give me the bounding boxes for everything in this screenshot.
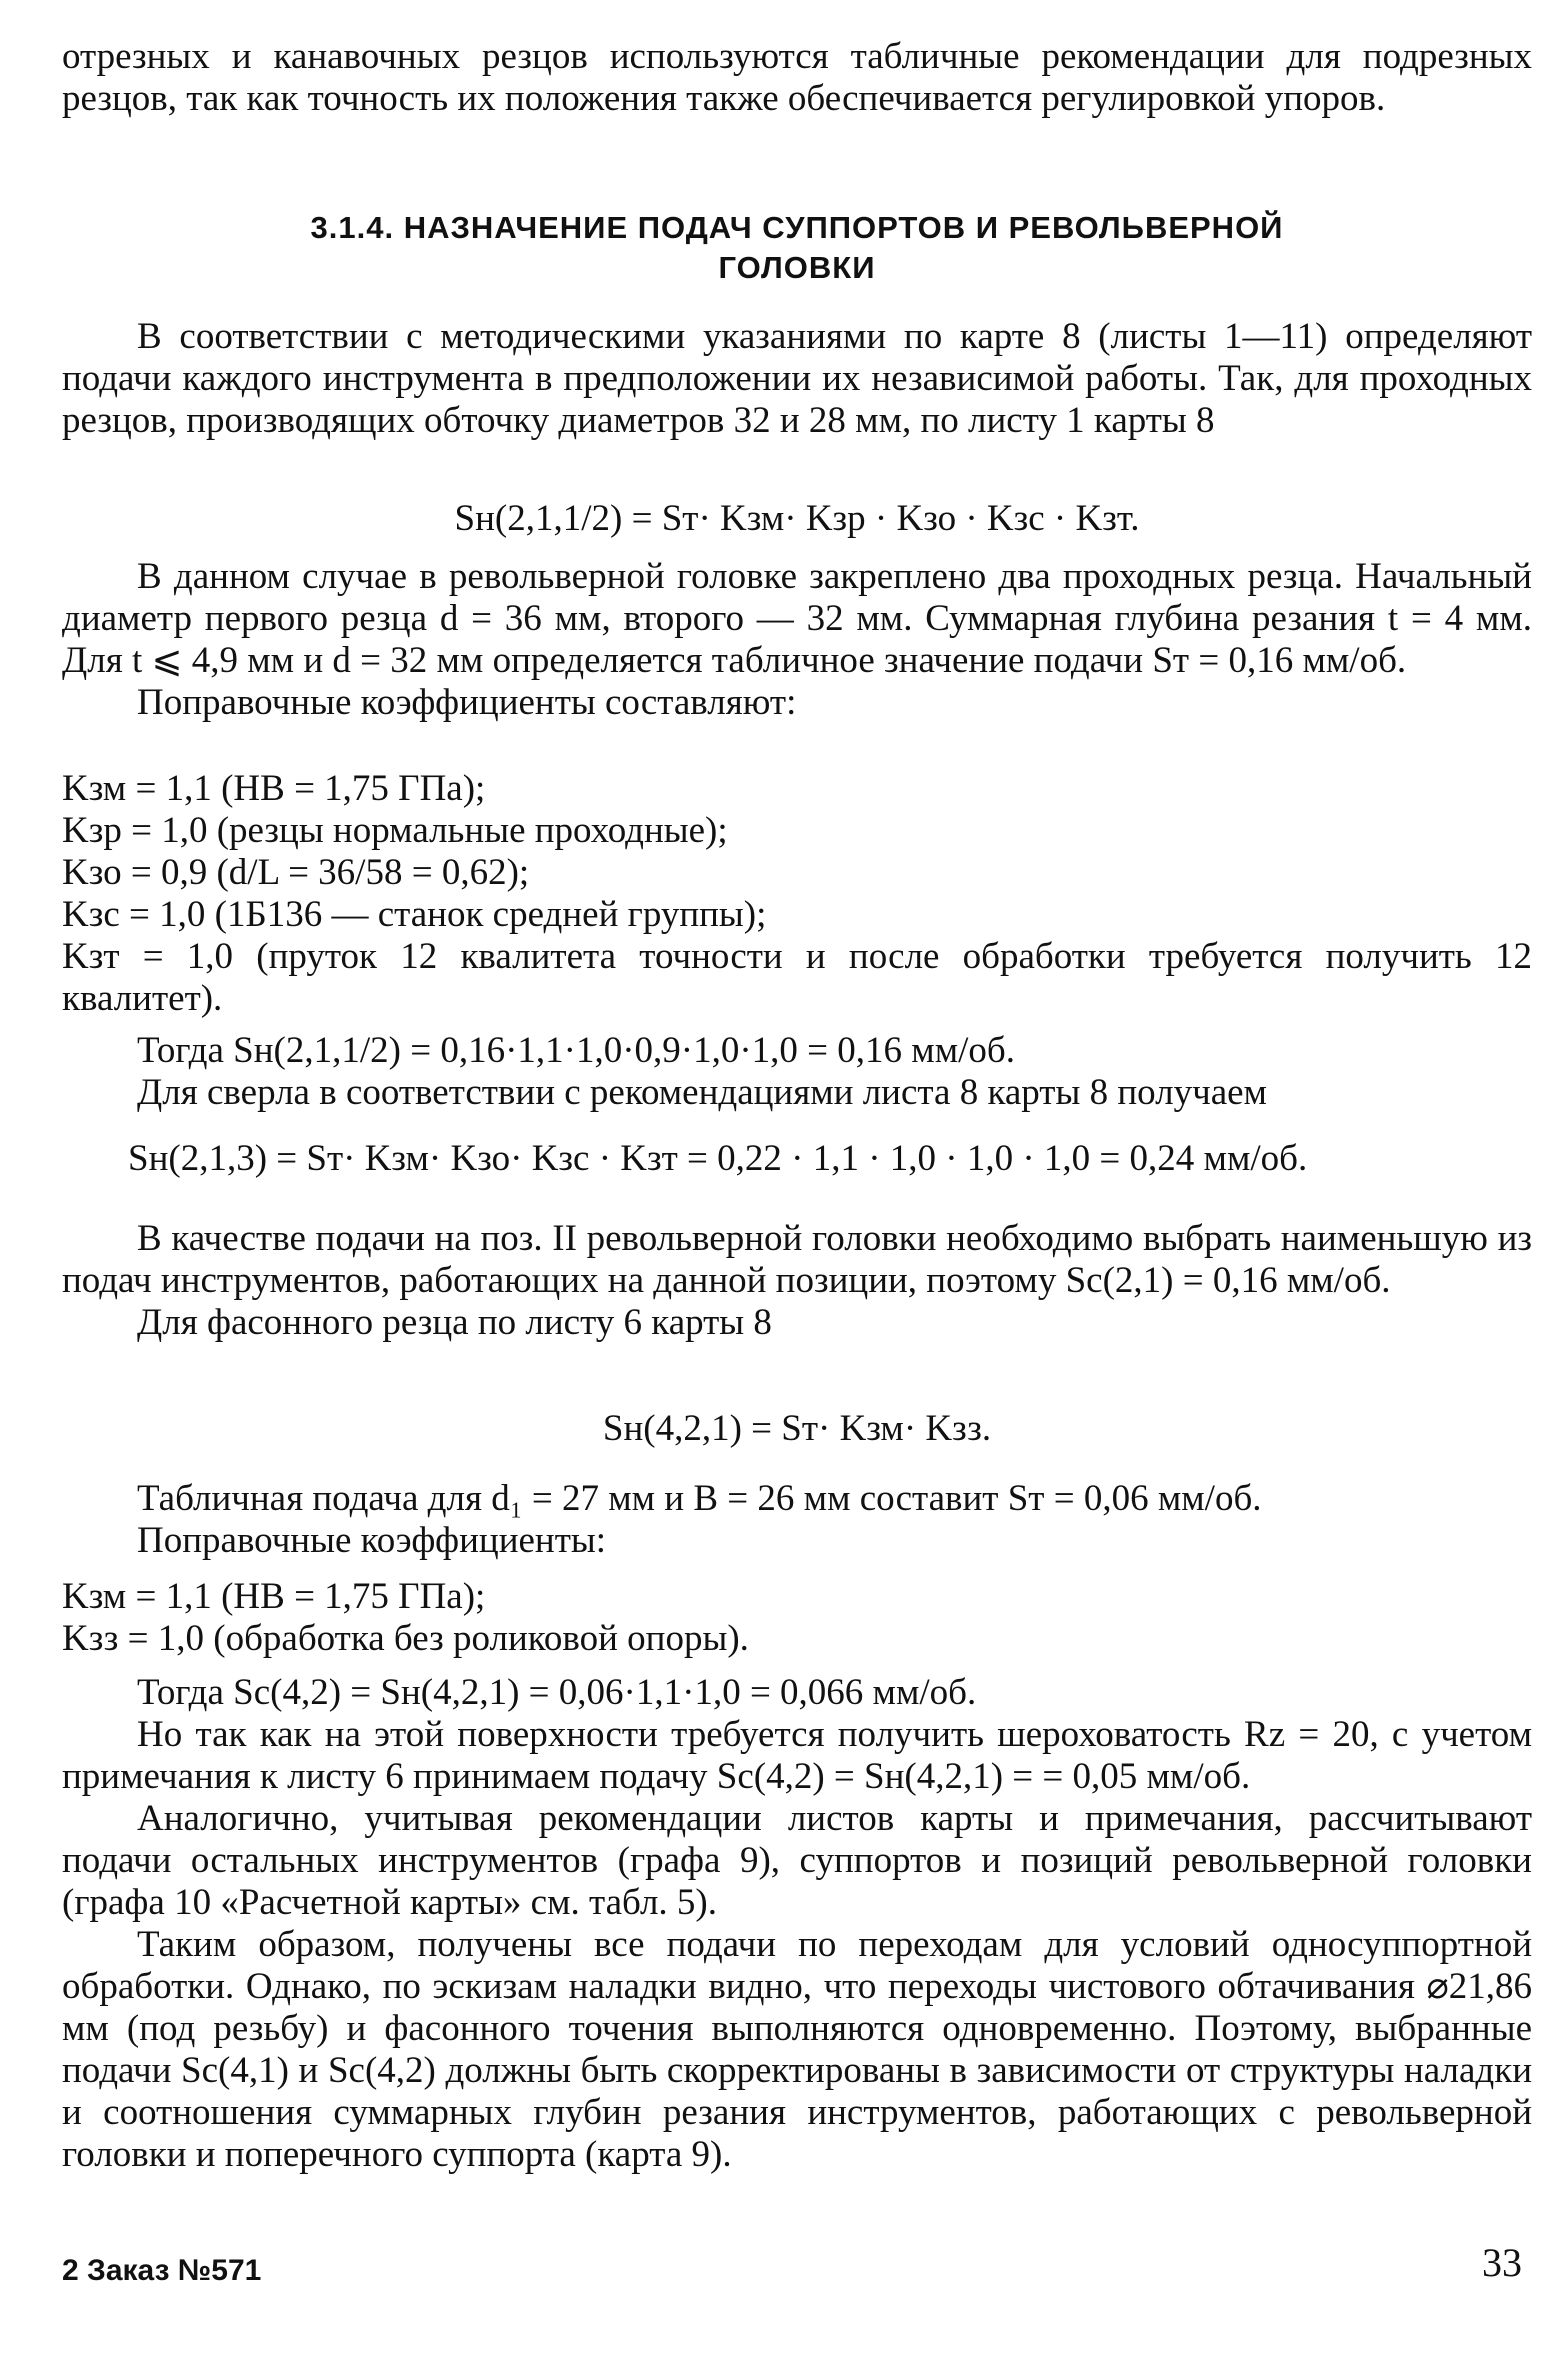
table-feed-text: Табличная подача для d₁ = 27 мм и B = 26 мм составит Sт = 0,06 мм/об. — [137, 1478, 1262, 1519]
drill-text: Для сверла в соответствии с рекомендациями листа 8 карты 8 получаем — [137, 1072, 1267, 1113]
coef-kt: Kзт = 1,0 (пруток 12 квалитета точности и после обработки требуется получить 12 квалитет). — [62, 936, 1532, 1019]
coef-kp: Kзр = 1,0 (резцы нормальные проходные); — [62, 810, 728, 851]
coef-kc: Kзс = 1,0 (1Б136 — станок средней группы); — [62, 894, 767, 935]
method-paragraph — [62, 316, 1532, 442]
coefficient-list-2 — [62, 1576, 1532, 1660]
intro-text: отрезных и канавочных резцов используются табличные рекомендации для подрезных резцов, так как точность их положения также обеспечивается регулировкой упоров. — [62, 36, 1532, 119]
section-heading-line-1: 3.1.4. НАЗНАЧЕНИЕ ПОДАЧ СУППОРТОВ И РЕВОЛЬВЕРНОЙ — [310, 210, 1284, 245]
method-text: В соответствии с методическими указаниями по карте 8 (листы 1—11) определяют подачи каждого инструмента в предположении их независимой работы. Так, для проходных резцов, производящих обточку диаметров 32 и 28 мм, по листу 1 карты 8 — [62, 316, 1532, 441]
section-heading-line-2: ГОЛОВКИ — [718, 250, 876, 285]
intro-paragraph — [62, 36, 1532, 120]
closing-block — [62, 1672, 1532, 2176]
coefficient-list-1 — [62, 768, 1532, 1020]
roughness-text: Но так как на этой поверхности требуется получить шероховатость Rz = 20, с учетом примечания к листу 6 принимаем подачу Sс(4,2) = Sн(4,2,1) = = 0,05 мм/об. — [62, 1714, 1532, 1797]
coef-intro-text: Поправочные коэффициенты составляют: — [137, 682, 797, 723]
formula-4: Sн(4,2,1) = Sт· Kзм· Kзз. — [602, 1408, 992, 1449]
feed-text: В качестве подачи на поз. II револьверной головки необходимо выбрать наименьшую из подач инструментов, работающих на данной позиции, поэтому Sс(2,1) = 0,16 мм/об. — [62, 1218, 1532, 1301]
conclusion-text: Таким образом, получены все подачи по переходам для условий односуппортной обработки. Однако, по эскизам наладки видно, что переходы чистового обтачивания ⌀21,86 мм (под резьбу) и фасонного точения выполняются одновременно. Поэтому, выбранные подачи Sс(4,1) и Sс(4,2) должны быть скорректированы в зависимости от структуры наладки и соотношения суммарных глубин резания инструментов, работающих с револьверной головки и поперечного суппорта (карта 9). — [62, 1924, 1532, 2175]
similar-text: Аналогично, учитывая рекомендации листов карты и примечания, рассчитывают подачи остальных инструментов (графа 9), суппортов и позиций револьверной головки (графа 10 «Расчетной карты» см. табл. 5). — [62, 1798, 1532, 1923]
formula-3: Sн(2,1,3) = Sт· Kзм· Kзо· Kзс · Kзт = 0,22 · 1,1 · 1,0 · 1,0 · 1,0 = 0,24 мм/об. — [128, 1138, 1308, 1179]
case-text: В данном случае в револьверной головке закреплено два проходных резца. Начальный диаметр первого резца d = 36 мм, второго — 32 мм. Суммарная глубина резания t = 4 мм. Для t ⩽ 4,9 мм и d = 32 мм определяется табличное значение подачи Sт = 0,16 мм/об. — [62, 556, 1532, 681]
table-feed-paragraph — [62, 1478, 1532, 1562]
coef-km: Kзм = 1,1 (НВ = 1,75 ГПа); — [62, 768, 486, 809]
formula-1: Sн(2,1,1/2) = Sт· Kзм· Kзр · Kзо · Kзс · Kзт. — [454, 498, 1140, 539]
coef-2-kz: Kзз = 1,0 (обработка без роликовой опоры). — [62, 1618, 749, 1659]
result-block-1 — [62, 1030, 1532, 1114]
case-paragraph — [62, 556, 1532, 724]
page-number: 33 — [1482, 2240, 1522, 2285]
footer-order-number: 2 Заказ №571 — [62, 2254, 262, 2287]
formula-2: Тогда Sн(2,1,1/2) = 0,16·1,1·1,0·0,9·1,0·1,0 = 0,16 мм/об. — [137, 1030, 1015, 1071]
section-heading — [62, 208, 1532, 288]
coef-2-km: Kзм = 1,1 (НВ = 1,75 ГПа); — [62, 1576, 486, 1617]
formula-5: Тогда Sс(4,2) = Sн(4,2,1) = 0,06·1,1·1,0 = 0,066 мм/об. — [137, 1672, 977, 1713]
coef-ko: Kзо = 0,9 (d/L = 36/58 = 0,62); — [62, 852, 530, 893]
shape-text: Для фасонного резца по листу 6 карты 8 — [137, 1302, 772, 1343]
feed-paragraph — [62, 1218, 1532, 1344]
coef-intro-2-text: Поправочные коэффициенты: — [137, 1520, 607, 1561]
